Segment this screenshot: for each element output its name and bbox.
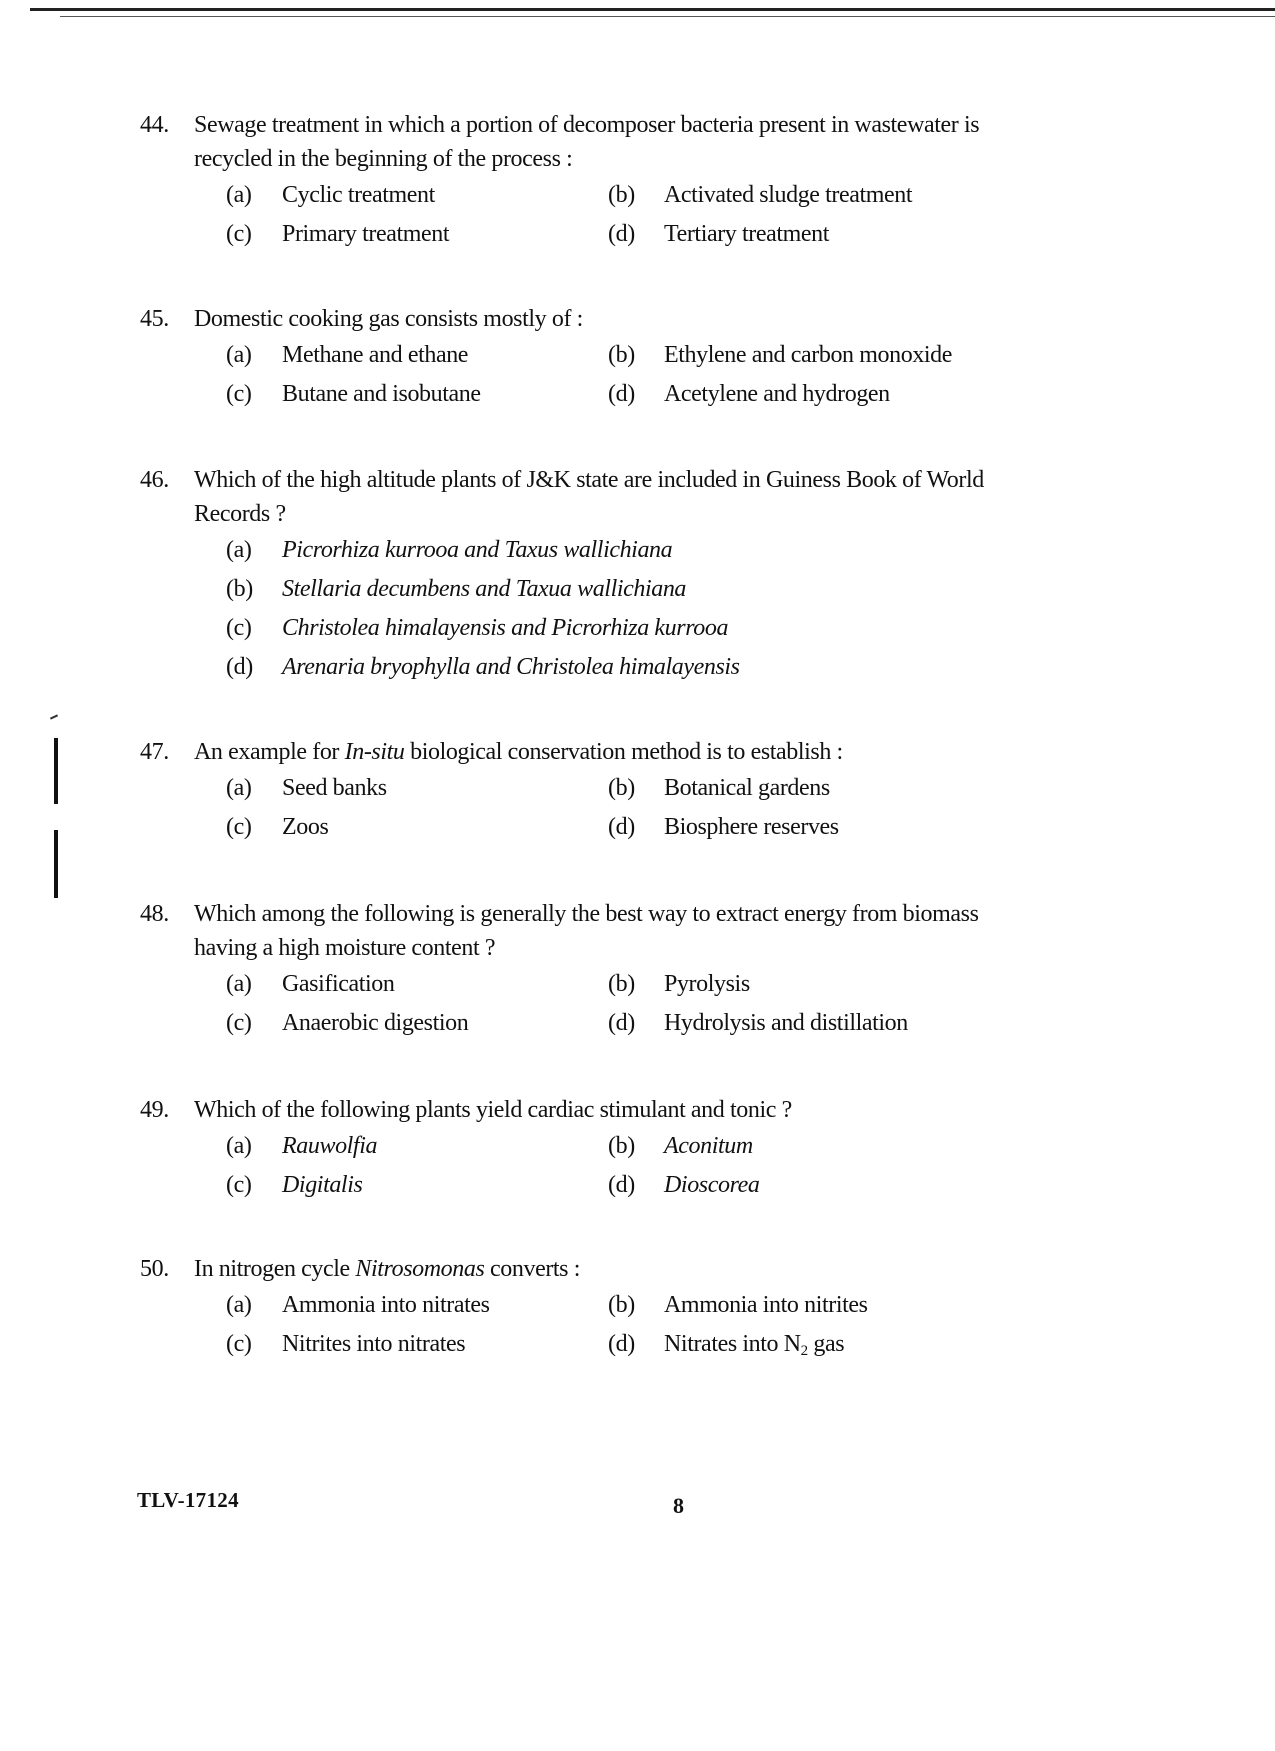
question-text: Which of the high altitude plants of J&K state are included in Guiness Book of World bbox=[194, 467, 984, 493]
option-a: (a) Ammonia into nitrates bbox=[226, 1292, 490, 1318]
option-c: (c) Christolea himalayensis and Picrorhiza kurrooa bbox=[226, 615, 729, 641]
option-a: (a) Picrorhiza kurrooa and Taxus wallichiana bbox=[226, 537, 673, 563]
top-rule-thin bbox=[60, 16, 1275, 17]
question-number: 47. bbox=[140, 739, 169, 765]
option-b: (b) Aconitum bbox=[608, 1133, 753, 1159]
question-44 bbox=[140, 108, 1140, 254]
question-text: Records ? bbox=[194, 501, 286, 527]
option-d: (d) Acetylene and hydrogen bbox=[608, 381, 890, 407]
option-d: (d) Hydrolysis and distillation bbox=[608, 1010, 908, 1036]
option-b: (b) Pyrolysis bbox=[608, 971, 750, 997]
option-a: (a) Seed banks bbox=[226, 775, 387, 801]
option-c: (c) Nitrites into nitrates bbox=[226, 1331, 466, 1357]
option-c: (c) Primary treatment bbox=[226, 221, 450, 247]
question-number: 45. bbox=[140, 306, 169, 332]
top-rule bbox=[30, 8, 1275, 11]
option-d: (d) Arenaria bryophylla and Christolea himalayensis bbox=[226, 654, 740, 680]
option-c: (c) Digitalis bbox=[226, 1172, 363, 1198]
question-48 bbox=[140, 897, 1140, 1043]
option-b: (b) Ammonia into nitrites bbox=[608, 1292, 868, 1318]
margin-mark bbox=[54, 830, 58, 898]
question-text: Domestic cooking gas consists mostly of : bbox=[194, 306, 583, 332]
question-45 bbox=[140, 302, 1140, 414]
question-number: 49. bbox=[140, 1097, 169, 1123]
question-46 bbox=[140, 463, 1140, 687]
question-49 bbox=[140, 1093, 1140, 1205]
option-a: (a) Methane and ethane bbox=[226, 342, 469, 368]
question-text: In nitrogen cycle Nitrosomonas converts : bbox=[194, 1256, 580, 1282]
question-number: 48. bbox=[140, 901, 169, 927]
question-text: Which among the following is generally the best way to extract energy from biomass bbox=[194, 901, 979, 927]
paper-code: TLV-17124 bbox=[137, 1488, 239, 1512]
question-text: Sewage treatment in which a portion of decomposer bacteria present in wastewater is bbox=[194, 112, 980, 138]
option-d: (d) Nitrates into $N_2$ gas bbox=[608, 1331, 845, 1359]
question-number: 46. bbox=[140, 467, 169, 493]
option-d: (d) Dioscorea bbox=[608, 1172, 760, 1198]
option-c: (c) Anaerobic digestion bbox=[226, 1010, 469, 1036]
option-b: (b) Botanical gardens bbox=[608, 775, 830, 801]
question-text: having a high moisture content ? bbox=[194, 935, 496, 961]
option-a: (a) Gasification bbox=[226, 971, 395, 997]
question-50 bbox=[140, 1252, 1140, 1364]
question-text: Which of the following plants yield cardiac stimulant and tonic ? bbox=[194, 1097, 792, 1123]
option-d: (d) Biosphere reserves bbox=[608, 814, 839, 840]
option-b: (b) Stellaria decumbens and Taxua wallichiana bbox=[226, 576, 687, 602]
page-number: 8 bbox=[673, 1493, 684, 1518]
option-b: (b) Ethylene and carbon monoxide bbox=[608, 342, 953, 368]
option-c: (c) Zoos bbox=[226, 814, 329, 840]
option-a: (a) Rauwolfia bbox=[226, 1133, 378, 1159]
option-a: (a) Cyclic treatment bbox=[226, 182, 435, 208]
question-text: recycled in the beginning of the process : bbox=[194, 146, 573, 172]
margin-tick-mark bbox=[50, 714, 58, 719]
option-c: (c) Butane and isobutane bbox=[226, 381, 481, 407]
margin-mark bbox=[54, 738, 58, 804]
question-number: 44. bbox=[140, 112, 169, 138]
option-d: (d) Tertiary treatment bbox=[608, 221, 830, 247]
question-number: 50. bbox=[140, 1256, 169, 1282]
question-text: An example for In-situ biological conservation method is to establish : bbox=[194, 739, 843, 765]
question-47 bbox=[140, 735, 1140, 847]
option-b: (b) Activated sludge treatment bbox=[608, 182, 913, 208]
